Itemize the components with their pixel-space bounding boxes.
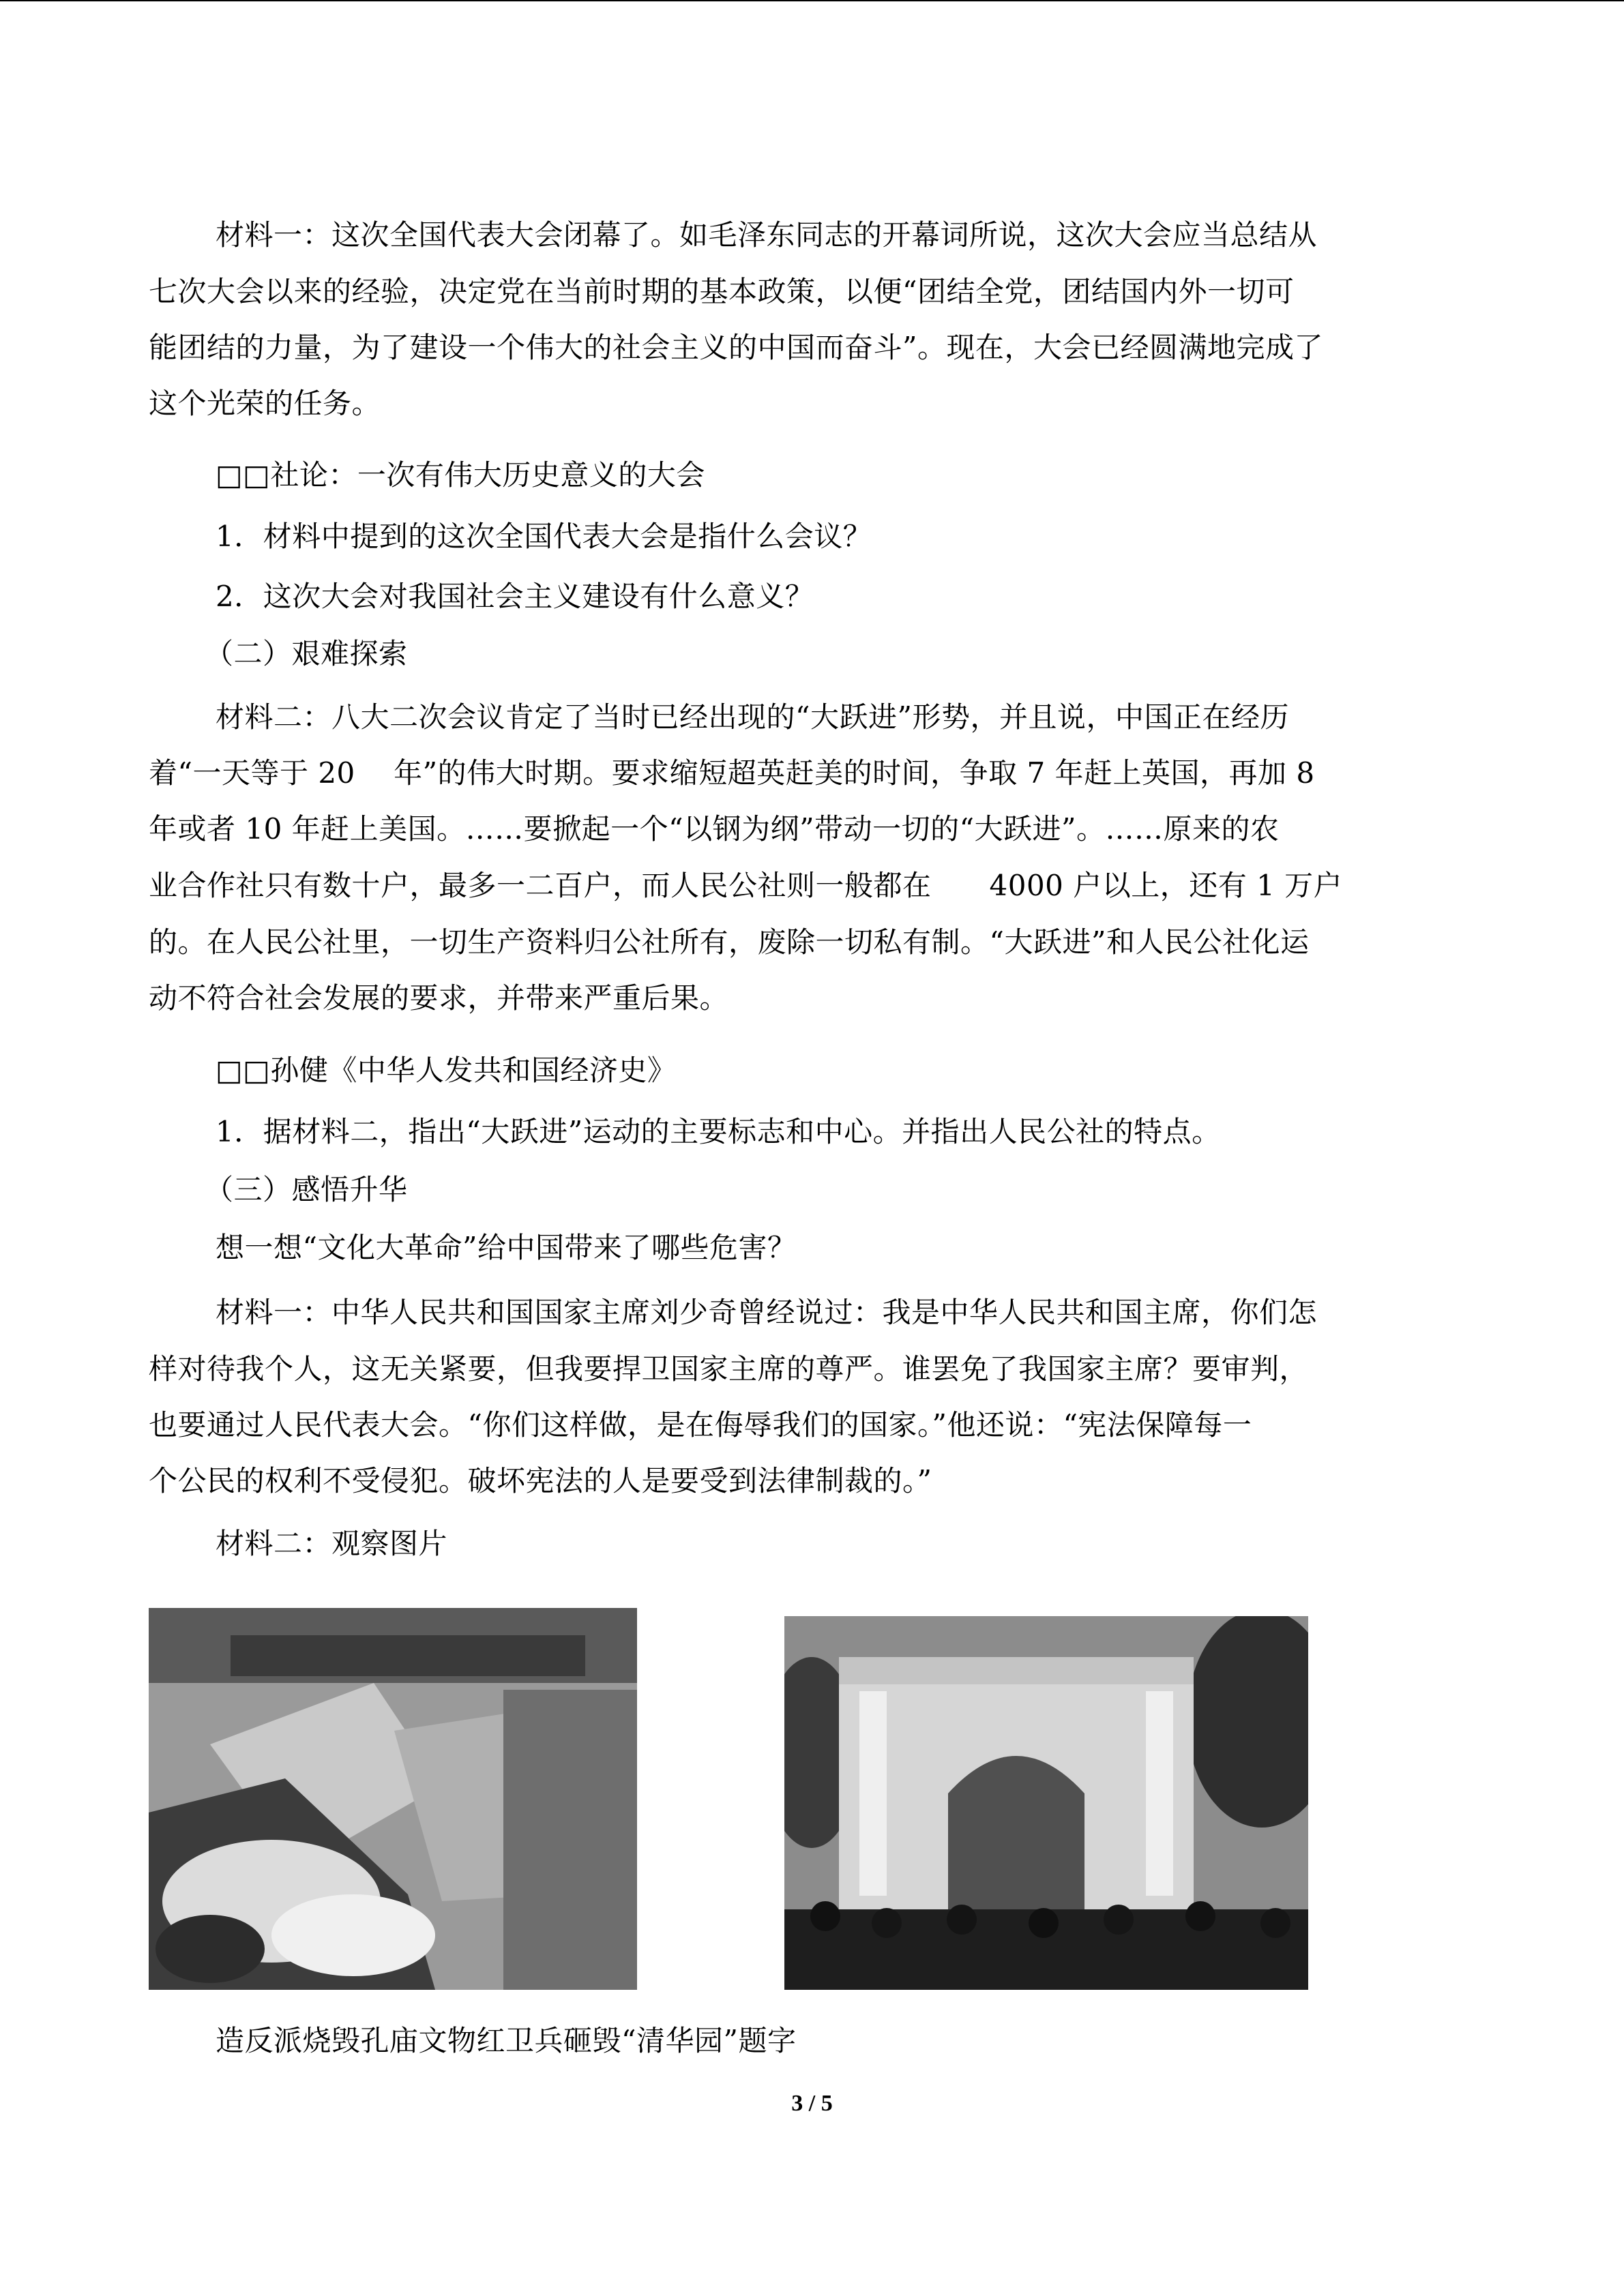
question-2: 2．这次大会对我国社会主义建设有什么意义？: [216, 580, 814, 613]
photo-confucius-temple: [149, 1608, 637, 1990]
material-2-line-1: 材料二：八大二次会议肯定了当时已经出现的“大跃进”形势，并且说，中国正在经历: [216, 700, 1289, 734]
reflection-prompt: 想一想“文化大革命”给中国带来了哪些危害？: [216, 1231, 797, 1264]
photo-caption: 造反派烧毁孔庙文物红卫兵砸毁“清华园”题字: [216, 2024, 797, 2057]
material-2-line-4: 业合作社只有数十户，最多一二百户，而人民公社则一般都在 4000 户以上，还有 1 万户: [149, 869, 1343, 902]
material-2-line-5: 的。在人民公社里，一切生产资料归公社所有，废除一切私有制。“大跃进”和人民公社化运: [149, 925, 1310, 959]
section-2-title: （二）艰难探索: [205, 637, 408, 670]
page-number: 3 / 5: [791, 2091, 833, 2116]
material-3-line-3: 也要通过人民代表大会。“你们这样做，是在侮辱我们的国家。”他还说：“宪法保障每一: [149, 1408, 1252, 1442]
material-2-line-2: 着“一天等于 20 年”的伟大时期。要求缩短超英赶美的时间，争取 7 年赶上英国，再加 8: [149, 756, 1315, 790]
material-1-line-1: 材料一：这次全国代表大会闭幕了。如毛泽东同志的开幕词所说，这次大会应当总结从: [216, 218, 1318, 252]
photo-tsinghua-gate: [784, 1616, 1308, 1990]
material-3-line-1: 材料一：中华人民共和国国家主席刘少奇曾经说过：我是中华人民共和国主席，你们怎: [216, 1296, 1318, 1329]
section-3-title: （三）感悟升华: [205, 1173, 408, 1206]
material-2-line-3: 年或者 10 年赶上美国。……要掀起一个“以钢为纲”带动一切的“大跃进”。……原来的农: [149, 812, 1280, 846]
source-1: □□社论：一次有伟大历史意义的大会: [216, 458, 705, 492]
question-1: 1．材料中提到的这次全国代表大会是指什么会议？: [216, 520, 872, 553]
material-3-line-2: 样对待我个人，这无关紧要，但我要捍卫国家主席的尊严。谁罢免了我国家主席？要审判，: [149, 1352, 1309, 1386]
material-2-line-6: 动不符合社会发展的要求，并带来严重后果。: [149, 981, 729, 1015]
material-3-line-4: 个公民的权利不受侵犯。破坏宪法的人是要受到法律制裁的。”: [149, 1464, 932, 1497]
material-1-line-4: 这个光荣的任务。: [149, 387, 381, 420]
material-1-line-2: 七次大会以来的经验，决定党在当前时期的基本政策，以便“团结全党，团结国内外一切可: [149, 275, 1295, 308]
question-3: 1．据材料二，指出“大跃进”运动的主要标志和中心。并指出人民公社的特点。: [216, 1115, 1221, 1148]
material-1-line-3: 能团结的力量，为了建设一个伟大的社会主义的中国而奋斗”。现在，大会已经圆满地完成了: [149, 331, 1323, 364]
material-4-label: 材料二：观察图片: [216, 1527, 448, 1560]
top-border: [0, 0, 1624, 1]
source-2: □□孙健《中华人发共和国经济史》: [216, 1054, 677, 1087]
